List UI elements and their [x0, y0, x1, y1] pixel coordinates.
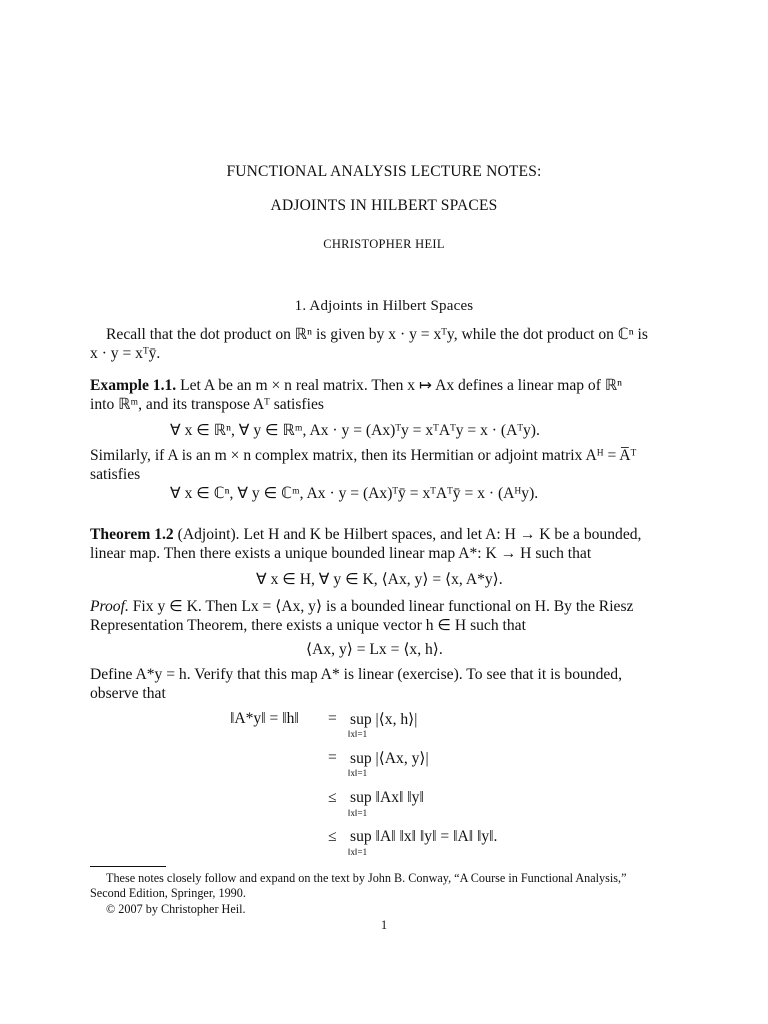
theorem-equation: ∀ x ∈ H, ∀ y ∈ K, ⟨Ax, y⟩ = ⟨x, A*y⟩. [256, 571, 503, 588]
intro-line-2: x · y = xᵀȳ. [90, 345, 161, 362]
proof-equation-1: ⟨Ax, y⟩ = Lx = ⟨x, h⟩. [306, 641, 443, 658]
author: CHRISTOPHER HEIL [323, 237, 445, 251]
theorem-line-2: linear map. Then there exists a unique bounded linear map A*: K → H such that [90, 545, 592, 562]
title-line-1: FUNCTIONAL ANALYSIS LECTURE NOTES: [226, 163, 542, 180]
example-equation-2: ∀ x ∈ ℂⁿ, ∀ y ∈ ℂᵐ, Ax · y = (Ax)ᵀȳ = xᵀAᵀȳ = x · (Aᴴy). [170, 485, 539, 502]
footnote-line-3: © 2007 by Christopher Heil. [106, 902, 246, 916]
proof-line-2: Representation Theorem, there exists a unique vector h ∈ H such that [90, 617, 526, 634]
intro-line-1: Recall that the dot product on ℝⁿ is given by x · y = xᵀy, while the dot product on ℂⁿ is [106, 326, 648, 343]
proof-line-4: observe that [90, 685, 166, 702]
theorem-line-1 [90, 525, 641, 544]
proof-line-1 [90, 597, 633, 616]
example-label: Example 1.1. [90, 377, 177, 394]
chain-rel-2: = [328, 749, 337, 766]
example-line-3: Similarly, if A is an m × n complex matrix, then its Hermitian or adjoint matrix Aᴴ = A̅ᵀ [90, 447, 637, 464]
chain-sub-3: ‖x‖=1 [348, 808, 368, 818]
chain-sub-1: ‖x‖=1 [348, 729, 368, 739]
proof-text-1: Fix y ∈ K. Then Lx = ⟨Ax, y⟩ is a bounded linear functional on H. By the Riesz [128, 598, 634, 615]
proof-label: Proof. [90, 598, 129, 615]
theorem-label: Theorem 1.2 [90, 526, 174, 543]
example-text-1: Let A be an m × n real matrix. Then x ↦ Ax defines a linear map of ℝⁿ [176, 377, 623, 394]
section-heading: 1. Adjoints in Hilbert Spaces [294, 298, 474, 314]
example-line-2: into ℝᵐ, and its transpose Aᵀ satisfies [90, 396, 324, 413]
chain-body-1: sup |⟨x, h⟩| [350, 711, 418, 728]
chain-rel-3: ≤ [328, 789, 337, 806]
footnote-rule [90, 866, 166, 867]
chain-body-4: sup ‖A‖ ‖x‖ ‖y‖ = ‖A‖ ‖y‖. [350, 828, 498, 845]
chain-rel-4: ≤ [328, 828, 337, 845]
example-equation-1: ∀ x ∈ ℝⁿ, ∀ y ∈ ℝᵐ, Ax · y = (Ax)ᵀy = xᵀAᵀy = x · (Aᵀy). [170, 422, 540, 439]
theorem-text-1: Let H and K be Hilbert spaces, and let A: H → K be a bounded, [239, 526, 642, 543]
footnote-line-2: Second Edition, Springer, 1990. [90, 886, 246, 900]
page-number: 1 [380, 918, 388, 932]
chain-body-2: sup |⟨Ax, y⟩| [350, 750, 429, 767]
footnote-line-1: These notes closely follow and expand on the text by John B. Conway, “A Course in Functional Analysis,” [106, 871, 627, 885]
chain-sub-4: ‖x‖=1 [348, 847, 368, 857]
chain-body-3: sup ‖Ax‖ ‖y‖ [350, 789, 424, 806]
example-line-4: satisfies [90, 466, 141, 483]
example-line-1 [90, 376, 622, 395]
chain-sub-2: ‖x‖=1 [348, 768, 368, 778]
chain-lhs: ‖A*y‖ = ‖h‖ [230, 710, 299, 727]
chain-rel-1: = [328, 710, 337, 727]
proof-line-3: Define A*y = h. Verify that this map A* is linear (exercise). To see that it is bounded, [90, 666, 622, 683]
title-line-2: ADJOINTS IN HILBERT SPACES [270, 197, 498, 214]
theorem-name: (Adjoint). [173, 526, 240, 543]
